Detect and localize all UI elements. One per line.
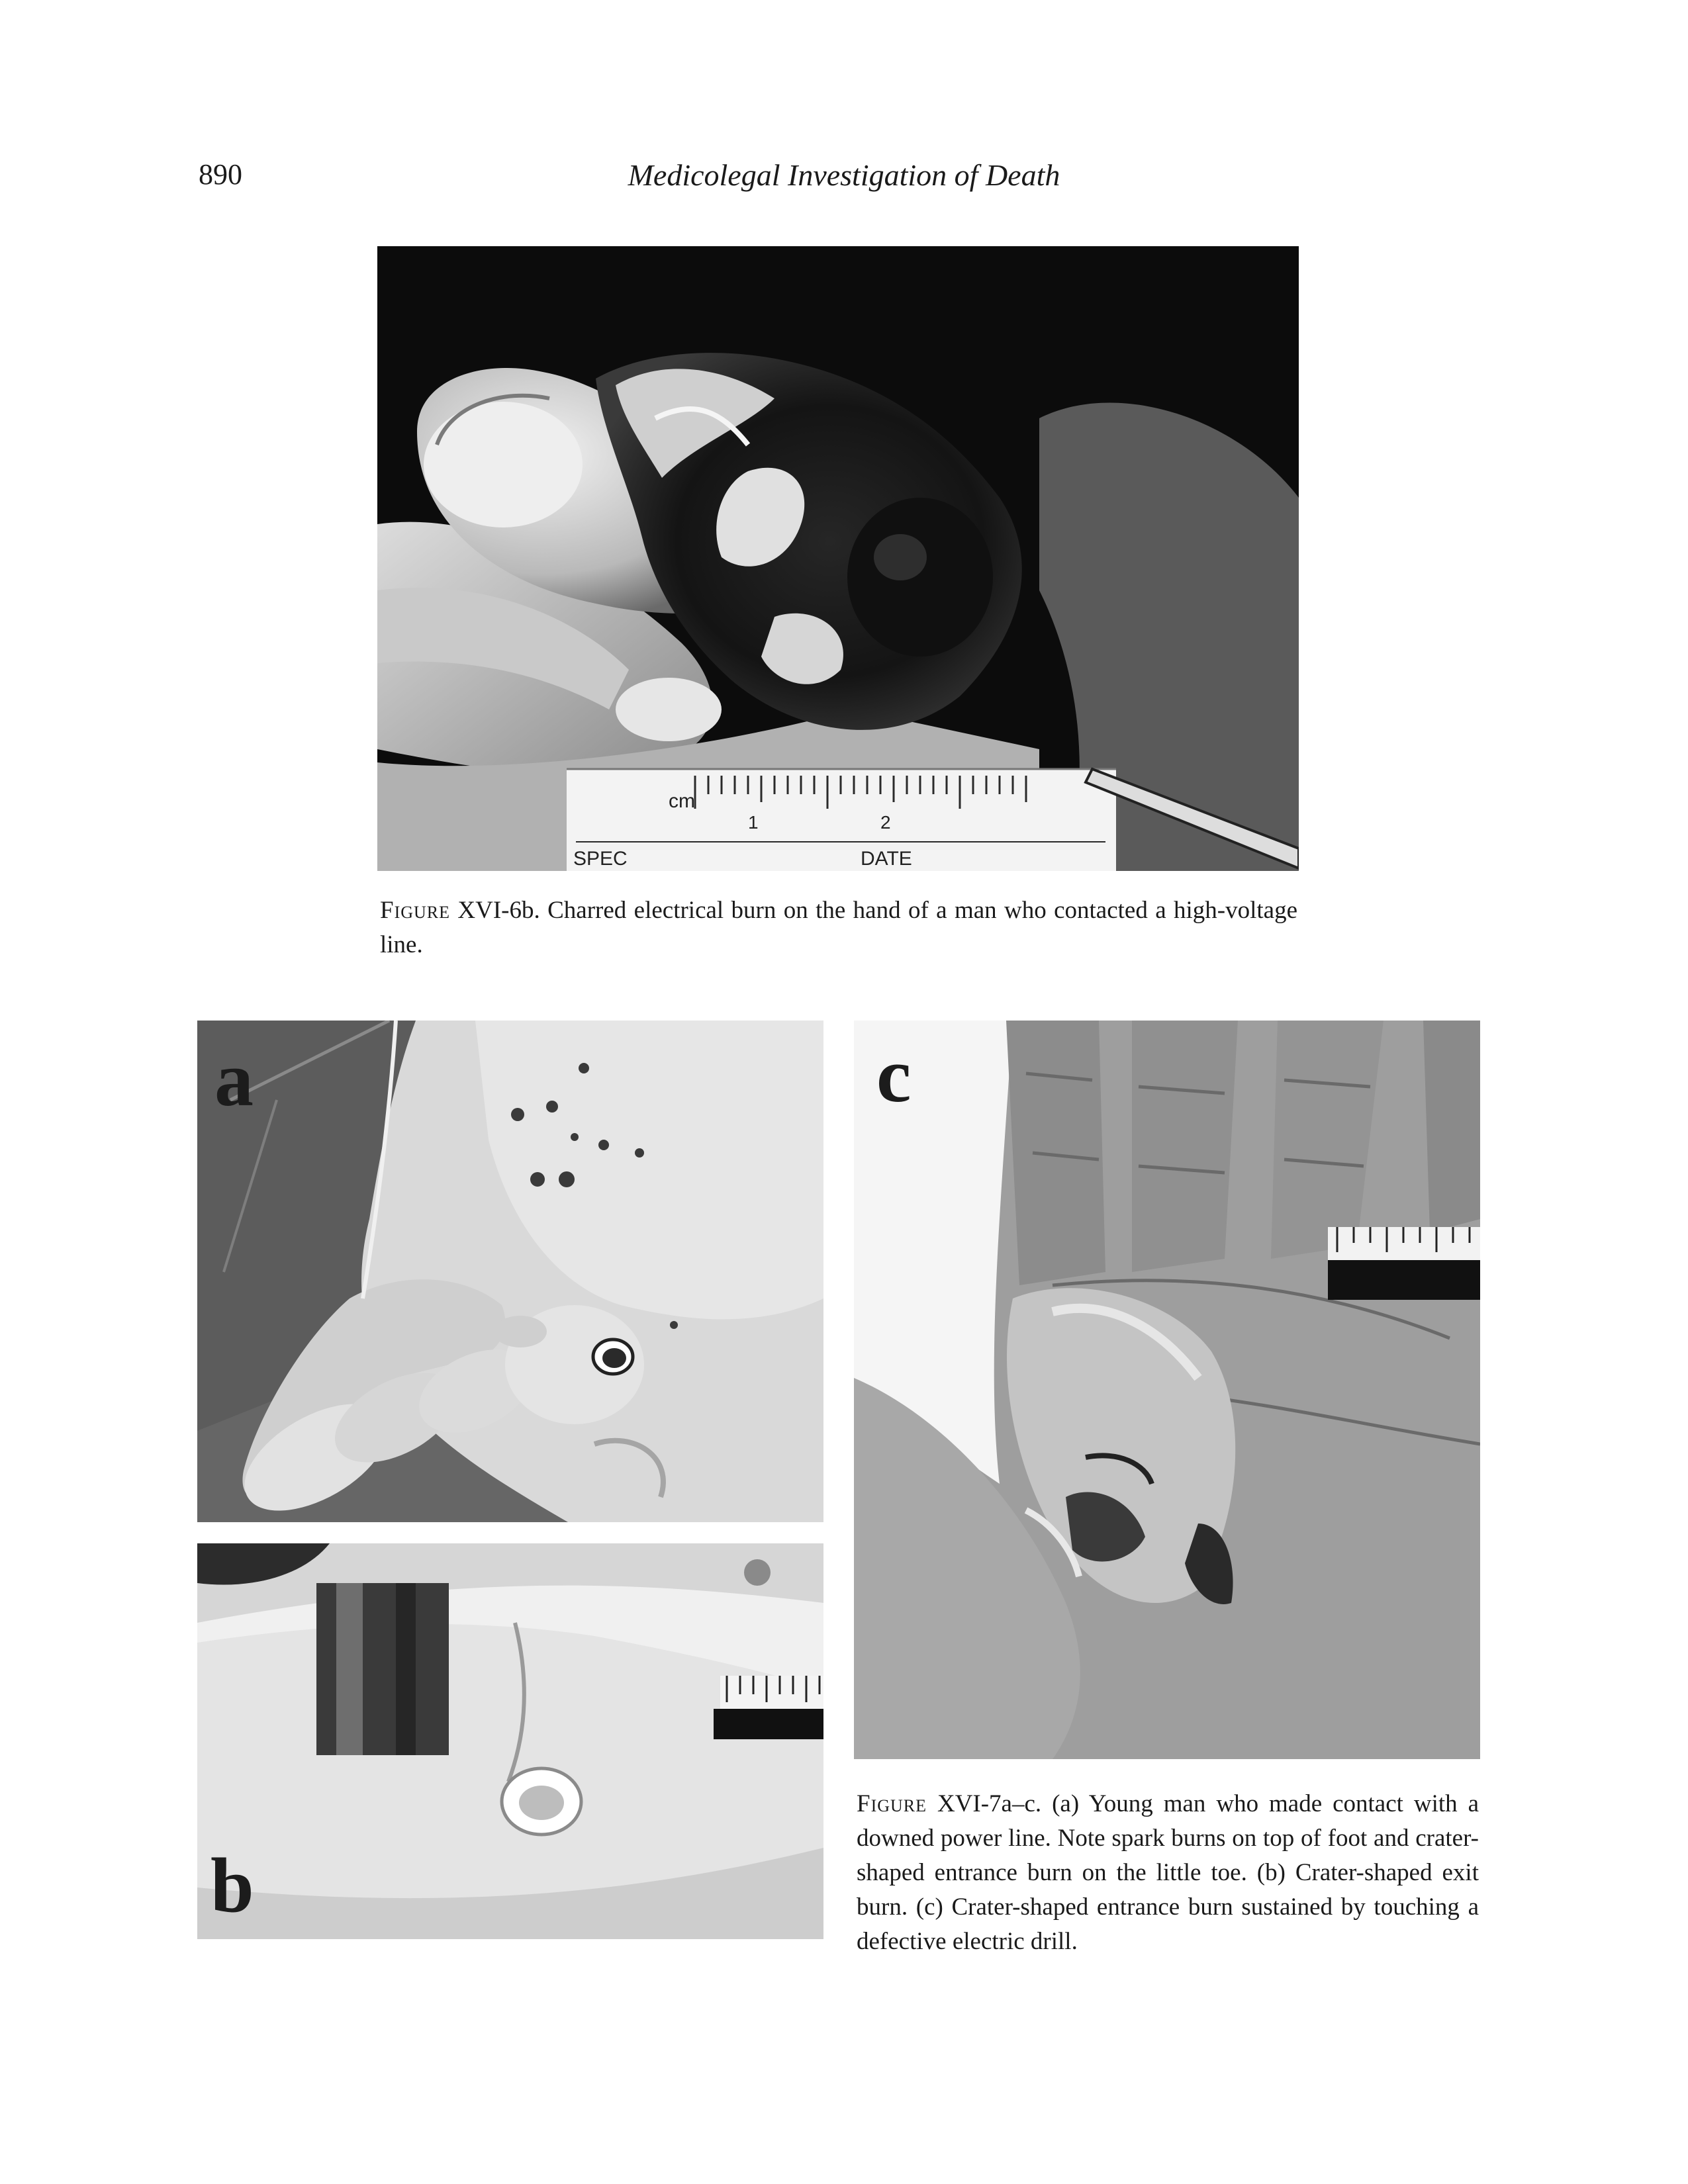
panel-letter-a: a bbox=[214, 1036, 254, 1122]
figure-7a-photo bbox=[197, 1021, 823, 1522]
ruler-unit: cm bbox=[669, 790, 695, 812]
ruler-mark-1: 1 bbox=[748, 812, 759, 833]
figure-7b-photo bbox=[197, 1543, 823, 1939]
page-number: 890 bbox=[199, 158, 242, 191]
figure-6b-photo bbox=[377, 246, 1299, 871]
figure-7-text: (a) Young man who made contact with a downed power line. Note spark burns on top of foot and crater-shaped entrance burn on the little toe. (b) Crater-shaped exit burn. (c) Crater-shaped entrance burn sustained by touching a defective electric drill. bbox=[857, 1790, 1479, 1955]
panel-letter-b: b bbox=[211, 1842, 254, 1929]
figure-6b-text: Charred electrical burn on the hand of a man who contacted a high-voltage line. bbox=[380, 897, 1298, 958]
figure-6b-number: XVI-6b. bbox=[457, 897, 540, 924]
ruler-mark-2: 2 bbox=[880, 812, 891, 833]
figure-6b-label: Figure bbox=[380, 897, 451, 924]
figure-7-number: XVI-7a–c. bbox=[937, 1790, 1042, 1817]
ruler-date: DATE bbox=[861, 848, 912, 870]
ruler-spec: SPEC bbox=[573, 848, 628, 870]
figure-7-label: Figure bbox=[857, 1790, 927, 1817]
figure-6b-caption bbox=[380, 893, 1297, 962]
figure-7c-photo bbox=[854, 1021, 1480, 1759]
panel-letter-c: c bbox=[876, 1032, 912, 1118]
running-title: Medicolegal Investigation of Death bbox=[628, 158, 1060, 192]
figure-7-caption bbox=[857, 1787, 1479, 1959]
